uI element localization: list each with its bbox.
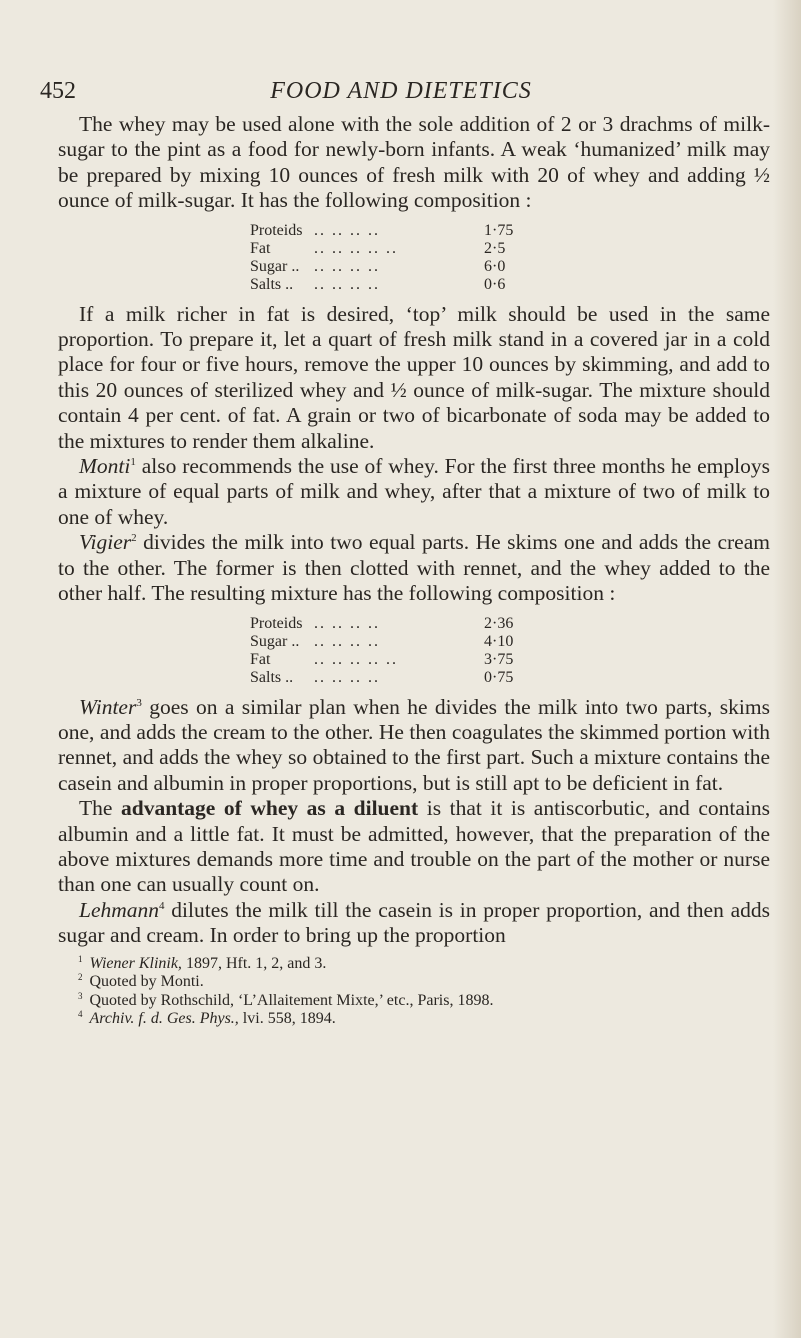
paragraph-vigier	[58, 530, 770, 606]
nutrient-name: Proteids	[250, 614, 303, 632]
paragraph-whey-alone: The whey may be used alone with the sole addition of 2 or 3 drachms of milk-sugar to the pint as a food for newly-born infants. A weak ‘humanized’ milk may be prepared by mixing 10 ounces of fresh milk with 20 of whey and adding ½ ounce of milk-sugar. It has the following composition :	[58, 112, 770, 213]
composition-row	[250, 222, 534, 240]
footnote-text: 1897, Hft. 1, 2, and 3.	[181, 954, 327, 972]
leader-dots: .. .. .. ..	[314, 221, 380, 239]
nutrient-name: Sugar ..	[250, 632, 300, 650]
paragraph-winter	[58, 695, 770, 797]
page-body	[58, 112, 770, 1029]
composition-row	[250, 633, 534, 651]
footnote-ref: 3	[136, 696, 142, 709]
nutrient-value: 4·10	[484, 632, 514, 650]
nutrient-name: Fat	[250, 239, 271, 257]
footnote-mark: 2	[78, 972, 83, 983]
composition-row	[250, 651, 534, 669]
leader-dots: .. .. .. .. ..	[314, 239, 398, 257]
composition-row	[250, 240, 534, 258]
running-title: FOOD AND DIETETICS	[270, 78, 532, 104]
author-name: Monti	[79, 454, 131, 479]
nutrient-value: 0·6	[484, 275, 506, 293]
footnote	[78, 1010, 770, 1029]
nutrient-name: Salts ..	[250, 668, 294, 686]
composition-table-body	[250, 615, 534, 687]
footnote-text: Quoted by Rothschild, ‘L’Allaitement Mixte,’ etc., Paris, 1898.	[89, 991, 494, 1009]
leader-dots: .. .. .. ..	[314, 632, 380, 650]
nutrient-value: 0·75	[484, 668, 514, 686]
page-header	[36, 78, 766, 108]
footnote-source: Wiener Klinik,	[89, 954, 182, 972]
footnote-mark: 1	[78, 953, 83, 964]
footnote-mark: 3	[78, 990, 83, 1001]
paragraph-lehmann	[58, 898, 770, 949]
paragraph-text: goes on a similar plan when he divides the milk into two parts, skims one, and adds the cream to the other. He then coagulates the skimmed portion with rennet, and adds the whey so obtained to the first part. Such a mixture contains the casein and albumin in proper proportions, but is still apt to be deficient in fat.	[58, 694, 770, 795]
bold-phrase: advantage of whey as a diluent	[120, 796, 419, 821]
footnote-ref: 4	[159, 899, 165, 912]
paragraph-text: also recommends the use of whey. For the first three months he employs a mixture of equal parts of milk and whey, after that a mixture of two of milk to one of whey.	[58, 454, 770, 529]
footnote-text: Quoted by Monti.	[89, 973, 204, 991]
footnote-text: lvi. 558, 1894.	[238, 1010, 336, 1028]
paragraph-monti	[58, 454, 770, 530]
composition-table-body	[250, 222, 534, 294]
author-name: Lehmann	[79, 897, 160, 922]
footnote	[78, 973, 770, 992]
author-name: Vigier	[79, 530, 132, 555]
author-name: Winter	[79, 694, 137, 719]
nutrient-name: Fat	[250, 650, 271, 668]
paragraph-text: The	[79, 796, 121, 821]
leader-dots: .. .. .. .. ..	[314, 650, 398, 668]
leader-dots: .. .. .. ..	[314, 668, 380, 686]
footnote-ref: 2	[131, 532, 137, 545]
composition-row	[250, 258, 534, 276]
composition-row	[250, 615, 534, 633]
composition-table-humanized-milk	[250, 222, 534, 294]
footnotes	[78, 955, 770, 1029]
nutrient-value: 2·36	[484, 614, 514, 632]
paragraph-advantage	[58, 796, 770, 898]
footnote	[78, 992, 770, 1011]
paragraph-text: is that it is antiscorbutic, and contains albumin and a little fat. It must be admitted, however, that the preparation of the above mixtures demands more time and trouble on the part of the mother or nurse than one can usually count on.	[58, 796, 770, 897]
nutrient-value: 6·0	[484, 257, 506, 275]
composition-row	[250, 669, 534, 687]
nutrient-value: 1·75	[484, 221, 514, 239]
paragraph-top-milk: If a milk richer in fat is desired, ‘top’ milk should be used in the same proportion. To prepare it, let a quart of fresh milk stand in a covered jar in a cold place for four or five hours, remove the upper 10 ounces by skimming, and add to this 20 ounces of sterilized whey and ½ ounce of milk-sugar. The mixture should contain 4 per cent. of fat. A grain or two of bicarbonate of soda may be added to the mixtures to render them alkaline.	[58, 301, 770, 453]
nutrient-name: Salts ..	[250, 275, 294, 293]
page-number: 452	[40, 78, 76, 104]
footnote-ref: 1	[130, 456, 136, 469]
nutrient-value: 2·5	[484, 239, 506, 257]
footnote	[78, 955, 770, 974]
footnote-mark: 4	[78, 1009, 83, 1020]
nutrient-name: Proteids	[250, 221, 303, 239]
composition-row	[250, 276, 534, 294]
composition-table-vigier	[250, 615, 534, 687]
nutrient-name: Sugar ..	[250, 257, 300, 275]
paragraph-text: dilutes the milk till the casein is in proper proportion, and then adds sugar and cream. In order to bring up the proportion	[58, 897, 770, 948]
leader-dots: .. .. .. ..	[314, 614, 380, 632]
paragraph-text: divides the milk into two equal parts. He skims one and adds the cream to the other. The former is then clotted with rennet, and the whey added to the other half. The resulting mixture has the following composition :	[58, 530, 770, 606]
page-edge-shadow	[773, 0, 801, 1338]
footnote-source: Archiv. f. d. Ges. Phys.,	[89, 1010, 239, 1028]
leader-dots: .. .. .. ..	[314, 275, 380, 293]
nutrient-value: 3·75	[484, 650, 514, 668]
leader-dots: .. .. .. ..	[314, 257, 380, 275]
